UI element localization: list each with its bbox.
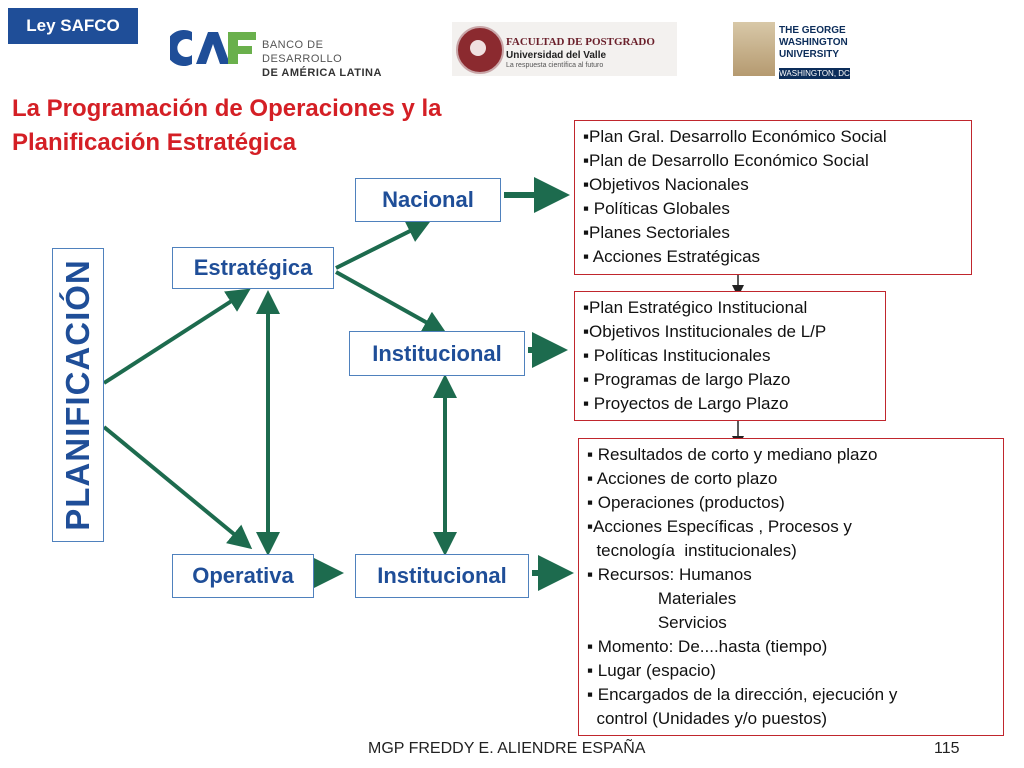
list-item: Servicios <box>587 613 727 632</box>
planificacion-label: PLANIFICACIÓN <box>59 259 96 531</box>
list-item: ▪Planes Sectoriales <box>583 223 730 242</box>
gwu-wordmark <box>779 25 848 61</box>
panel-institucional <box>574 291 886 421</box>
node-institucional-bottom: Institucional <box>355 554 529 598</box>
list-item: ▪ Políticas Institucionales <box>583 346 771 365</box>
title-line1: La Programación de Operaciones y la <box>12 95 442 122</box>
list-item: ▪Plan de Desarrollo Económico Social <box>583 151 869 170</box>
list-item: ▪ Recursos: Humanos <box>587 565 752 584</box>
gwu-line2: WASHINGTON <box>779 37 848 48</box>
arrow-plan-to-estrategica <box>104 293 244 383</box>
list-item: ▪ Políticas Globales <box>583 199 730 218</box>
arrow-estrategica-to-institucional <box>336 272 440 330</box>
list-item: ▪ Momento: De....hasta (tiempo) <box>587 637 828 656</box>
node-estrategica: Estratégica <box>172 247 334 289</box>
list-item: ▪ Encargados de la dirección, ejecución y <box>587 685 898 704</box>
planificacion-box <box>52 248 104 542</box>
ley-safco-tag: Ley SAFCO <box>8 8 138 44</box>
list-item: ▪ Resultados de corto y mediano plazo <box>587 445 878 464</box>
node-nacional: Nacional <box>355 178 501 222</box>
gwu-logo <box>733 22 850 80</box>
arrow-plan-to-operativa <box>104 427 246 544</box>
gwu-line3: UNIVERSITY <box>779 49 840 60</box>
list-item: ▪ Acciones Estratégicas <box>583 247 761 266</box>
caf-mark-icon <box>170 28 256 68</box>
list-item: ▪ Proyectos de Largo Plazo <box>583 394 789 413</box>
list-item: control (Unidades y/o puestos) <box>587 709 828 728</box>
facultad-postgrado-logo <box>452 22 677 76</box>
page-number: 115 <box>934 740 960 757</box>
facultad-line3: La respuesta científica al futuro <box>506 62 604 69</box>
facultad-line1: FACULTAD DE POSTGRADO <box>506 36 655 48</box>
list-item: ▪Objetivos Institucionales de L/P <box>583 322 827 341</box>
slide-title <box>12 92 572 160</box>
gwu-line1: THE GEORGE <box>779 25 846 36</box>
caf-line1: BANCO DE DESARROLLO <box>262 39 343 65</box>
list-item: ▪ Programas de largo Plazo <box>583 370 791 389</box>
gwu-location: WASHINGTON, DC <box>779 69 850 78</box>
facultad-line2: Universidad del Valle <box>506 50 607 61</box>
list-item: Materiales <box>587 589 737 608</box>
list-item: ▪ Operaciones (productos) <box>587 493 785 512</box>
node-institucional-top: Institucional <box>349 331 525 376</box>
title-line2: Planificación Estratégica <box>12 129 297 156</box>
panel-operativa <box>578 438 1004 736</box>
list-item: ▪Acciones Específicas , Procesos y <box>587 517 852 536</box>
list-item: tecnología institucionales) <box>587 541 797 560</box>
washington-portrait-icon <box>733 22 775 76</box>
univalle-seal-icon <box>456 26 504 74</box>
caf-line2: DE AMÉRICA LATINA <box>262 67 382 79</box>
panel-nacional <box>574 120 972 275</box>
list-item: ▪Objetivos Nacionales <box>583 175 749 194</box>
caf-logo <box>170 24 400 79</box>
list-item: ▪ Acciones de corto plazo <box>587 469 778 488</box>
list-item: ▪Plan Estratégico Institucional <box>583 298 808 317</box>
list-item: ▪ Lugar (espacio) <box>587 661 716 680</box>
arrow-estrategica-to-nacional <box>336 224 424 268</box>
node-operativa: Operativa <box>172 554 314 598</box>
list-item: ▪Plan Gral. Desarrollo Económico Social <box>583 127 887 146</box>
caf-wordmark <box>262 38 400 80</box>
footer-author: MGP FREDDY E. ALIENDRE ESPAÑA <box>368 740 646 757</box>
